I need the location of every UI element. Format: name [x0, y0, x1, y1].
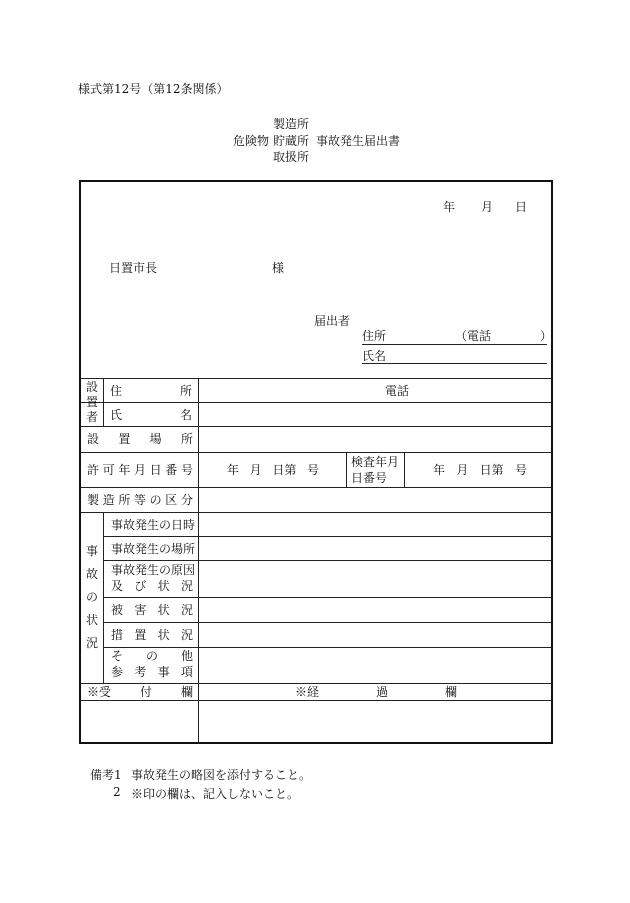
title-line-mid-prefix: 危険物: [233, 134, 270, 148]
permit-label: 許 可 年 月 日 番 号: [87, 463, 193, 477]
rule-acc-4: [104, 622, 551, 623]
rule-header-bottom: [81, 378, 551, 379]
inspection-label-1: 検査年月: [351, 455, 400, 469]
form-number: 様式第12号（第12条関係）: [78, 82, 229, 96]
other-label-1: そ の 他: [111, 649, 193, 663]
permit-value: 年 月 日第 号: [227, 463, 319, 477]
rule-permit-bottom: [81, 487, 551, 488]
address-label: 住所: [362, 329, 387, 343]
honorific: 様: [272, 261, 285, 275]
accident-place-label: 事故発生の場所: [111, 542, 196, 556]
rule-installer-bottom: [81, 426, 551, 427]
rule-installer-mid: [81, 402, 551, 403]
accident-group-label: 事 故 の 状 況: [85, 544, 98, 650]
rule-accident-bottom: [81, 683, 551, 684]
note-2-prefix: 2: [113, 785, 121, 799]
note-2-text: ※印の欄は、記入しないこと。: [131, 787, 300, 801]
rule-location-bottom: [81, 452, 551, 453]
inspection-value: 年 月 日第 号: [433, 463, 527, 477]
note-1-text: 事故発生の略図を添付すること。: [131, 768, 312, 782]
form-table: [79, 180, 553, 744]
rule-accident-split: [103, 512, 104, 683]
rule-label-column: [198, 378, 199, 744]
accident-cause-label-1: 事故発生の原因: [111, 563, 196, 577]
rule-acc-1: [104, 536, 551, 537]
installer-address-label: 住 所: [110, 384, 192, 398]
date-day: 日: [515, 200, 528, 214]
title-line-top: 製造所: [273, 117, 310, 131]
reception-label: ※受 付 欄: [87, 685, 193, 699]
measures-label: 措 置 状 況: [111, 628, 193, 642]
address-underline: [362, 344, 547, 345]
notifier-label: 届出者: [314, 314, 351, 328]
rule-category-bottom: [81, 512, 551, 513]
rule-acc-2: [104, 560, 551, 561]
other-label-2: 参 考 事 項: [111, 665, 193, 679]
addressee: 日置市長: [109, 261, 158, 275]
rule-inspection-right: [404, 452, 405, 487]
note-1-prefix: 備考1: [90, 768, 122, 782]
accident-cause-label-2: 及 び 状 況: [111, 579, 193, 593]
rule-acc-5: [104, 647, 551, 648]
title-line-mid-center: 貯蔵所: [273, 134, 310, 148]
progress-label: ※経 過 欄: [295, 685, 457, 699]
title-line-bottom: 取扱所: [273, 150, 310, 164]
location-label: 設 置 場 所: [87, 432, 193, 446]
phone-close: ）: [540, 329, 553, 343]
inspection-label-2: 日番号: [351, 471, 388, 485]
installer-phone-label: 電話: [385, 384, 410, 398]
name-underline: [362, 363, 547, 364]
rule-installer-split: [103, 378, 104, 426]
rule-acc-3: [104, 597, 551, 598]
title-line-mid-suffix: 事故発生届出書: [316, 134, 401, 148]
date-year: 年: [443, 200, 456, 214]
category-label: 製 造 所 等 の 区 分: [87, 493, 193, 507]
rule-reception-header: [81, 700, 551, 701]
rule-inspection-left: [346, 452, 347, 487]
phone-label: （電話: [455, 329, 492, 343]
name-label: 氏名: [362, 349, 387, 363]
damage-label: 被 害 状 況: [111, 603, 193, 617]
installer-group-label: 設 置 者: [85, 380, 98, 424]
date-month: 月: [481, 200, 494, 214]
installer-name-label: 氏 名: [110, 408, 192, 422]
accident-datetime-label: 事故発生の日時: [111, 518, 196, 532]
